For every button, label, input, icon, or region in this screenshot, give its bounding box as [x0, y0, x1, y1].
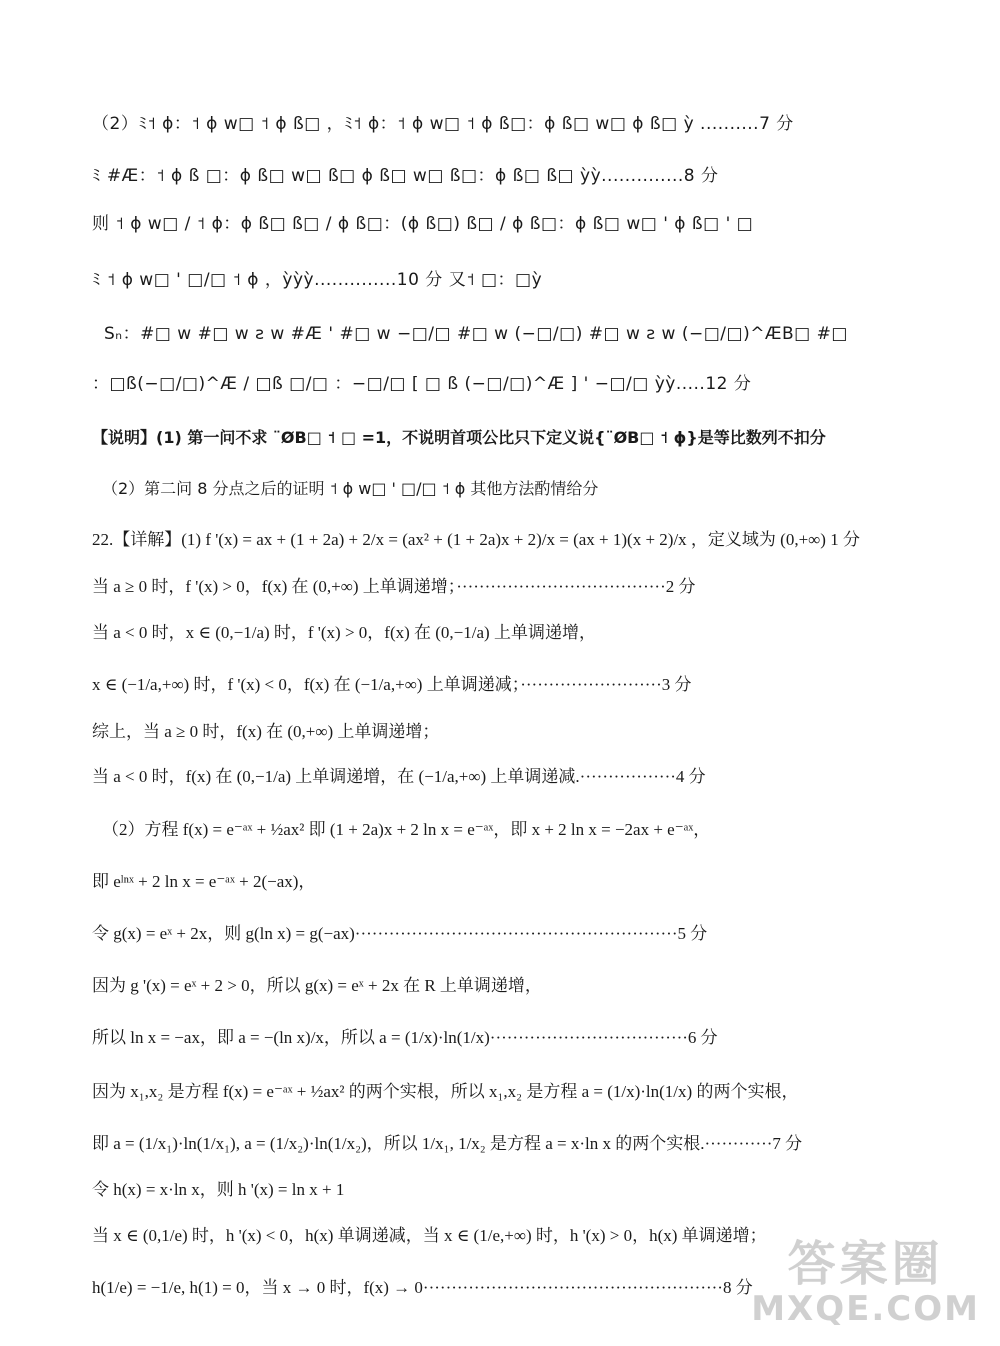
solution-line: ﾐ #Æ：˦ ϕ ß □：ϕ ß□ w□ ß□ ϕ ß□ w□ ß□：ϕ ß□ ß□ ỳỳ..............8 分	[92, 166, 719, 186]
solution-line: 即 eˡⁿˣ + 2 ln x = e⁻ᵃˣ + 2(−ax)，	[92, 872, 316, 891]
solution-line: ﾐ ˦ ϕ w□ ' □/□ ˦ ϕ ，ỳỳỳ..............10 分 又˦ □：□ỳ	[92, 270, 543, 290]
solution-line: 当 x ∈ (0,1/e) 时，h '(x) < 0，h(x) 单调递减，当 x ∈ (1/e,+∞) 时，h '(x) > 0，h(x) 单调递增；	[92, 1226, 767, 1245]
solution-line: 令 h(x) = x·ln x，则 h '(x) = ln x + 1	[92, 1180, 345, 1199]
watermark-logo	[751, 1238, 980, 1328]
solution-line: 当 a < 0 时，x ∈ (0,−1/a) 时，f '(x) > 0，f(x) 在 (0,−1/a) 上单调递增，	[92, 623, 596, 642]
solution-line: （2）ﾐ˦ ϕ：˦ ϕ w□ ˦ ϕ ß□ ，ﾐ˦ ϕ：˦ ϕ w□ ˦ ϕ ß□：ϕ ß□ w□ ϕ ß□ ỳ ..........7 分	[92, 114, 794, 134]
solution-line: 因为 g '(x) = eˣ + 2 > 0，所以 g(x) = eˣ + 2x 在 R 上单调递增，	[92, 976, 542, 995]
grading-note: （2）第二问 8 分点之后的证明 ˦ ϕ w□ ' □/□ ˦ ϕ 其他方法酌情给分	[102, 479, 599, 498]
problem-heading: 22.【详解】(1) f '(x) = ax + (1 + 2a) + 2/x = (ax² + (1 + 2a)x + 2)/x = (ax + 1)(x + 2)/x ，定义域为 (0,+∞) 1 分	[92, 530, 860, 549]
solution-line: 综上，当 a ≥ 0 时，f(x) 在 (0,+∞) 上单调递增；	[92, 722, 440, 741]
solution-line: 则 ˦ ϕ w□ / ˦ ϕ：ϕ ß□ ß□ / ϕ ß□：(ϕ ß□) ß□ / ϕ ß□：ϕ ß□ w□ ' ϕ ß□ ' □	[92, 214, 754, 234]
solution-line: 因为 x₁,x₂ 是方程 f(x) = e⁻ᵃˣ + ½ax² 的两个实根，所以 x₁,x₂ 是方程 a = (1/x)·ln(1/x) 的两个实根，	[92, 1082, 799, 1101]
solution-line: （2）方程 f(x) = e⁻ᵃˣ + ½ax² 即 (1 + 2a)x + 2 ln x = e⁻ᵃˣ，即 x + 2 ln x = −2ax + e⁻ᵃˣ，	[102, 820, 711, 839]
solution-line: 当 a ≥ 0 时，f '(x) > 0，f(x) 在 (0,+∞) 上单调递增；·····································2 分	[92, 577, 696, 596]
solution-line: x ∈ (−1/a,+∞) 时，f '(x) < 0，f(x) 在 (−1/a,+∞) 上单调递减；·························3 分	[92, 675, 692, 694]
watermark-text-top: 答案圈	[787, 1236, 944, 1292]
solution-line: ：□ß(−□/□)^Æ / □ß □/□ ：−□/□ [ □ ß (−□/□)^Æ ] ' −□/□ ỳỳ.....12 分	[92, 374, 752, 394]
solution-line: 令 g(x) = eˣ + 2x，则 g(ln x) = g(−ax)·························································5 分	[92, 924, 708, 943]
grading-note: 【说明】(1) 第一问不求 ¨ØB□ ˦ □ =1，不说明首项公比只下定义说{¨ØB□ ˦ ϕ}是等比数列不扣分	[92, 428, 826, 447]
solution-line: 当 a < 0 时，f(x) 在 (0,−1/a) 上单调递增，在 (−1/a,+∞) 上单调递减.·················4 分	[92, 767, 706, 786]
solution-line: h(1/e) = −1/e, h(1) = 0，当 x → 0 时，f(x) → 0·····················································8 分	[92, 1278, 753, 1297]
solution-line: Sₙ：#□ w #□ w ƨ w #Æ ' #□ w −□/□ #□ w (−□/□) #□ w ƨ w (−□/□)^ÆB□ #□	[104, 324, 848, 344]
solution-line: 即 a = (1/x₁)·ln(1/x₁), a = (1/x₂)·ln(1/x₂)，所以 1/x₁, 1/x₂ 是方程 a = x·ln x 的两个实根.············7 分	[92, 1134, 803, 1153]
solution-line: 所以 ln x = −ax，即 a = −(ln x)/x，所以 a = (1/x)·ln(1/x)···································6 分	[92, 1028, 718, 1047]
watermark-text-bottom: MXQE.COM	[751, 1289, 980, 1329]
